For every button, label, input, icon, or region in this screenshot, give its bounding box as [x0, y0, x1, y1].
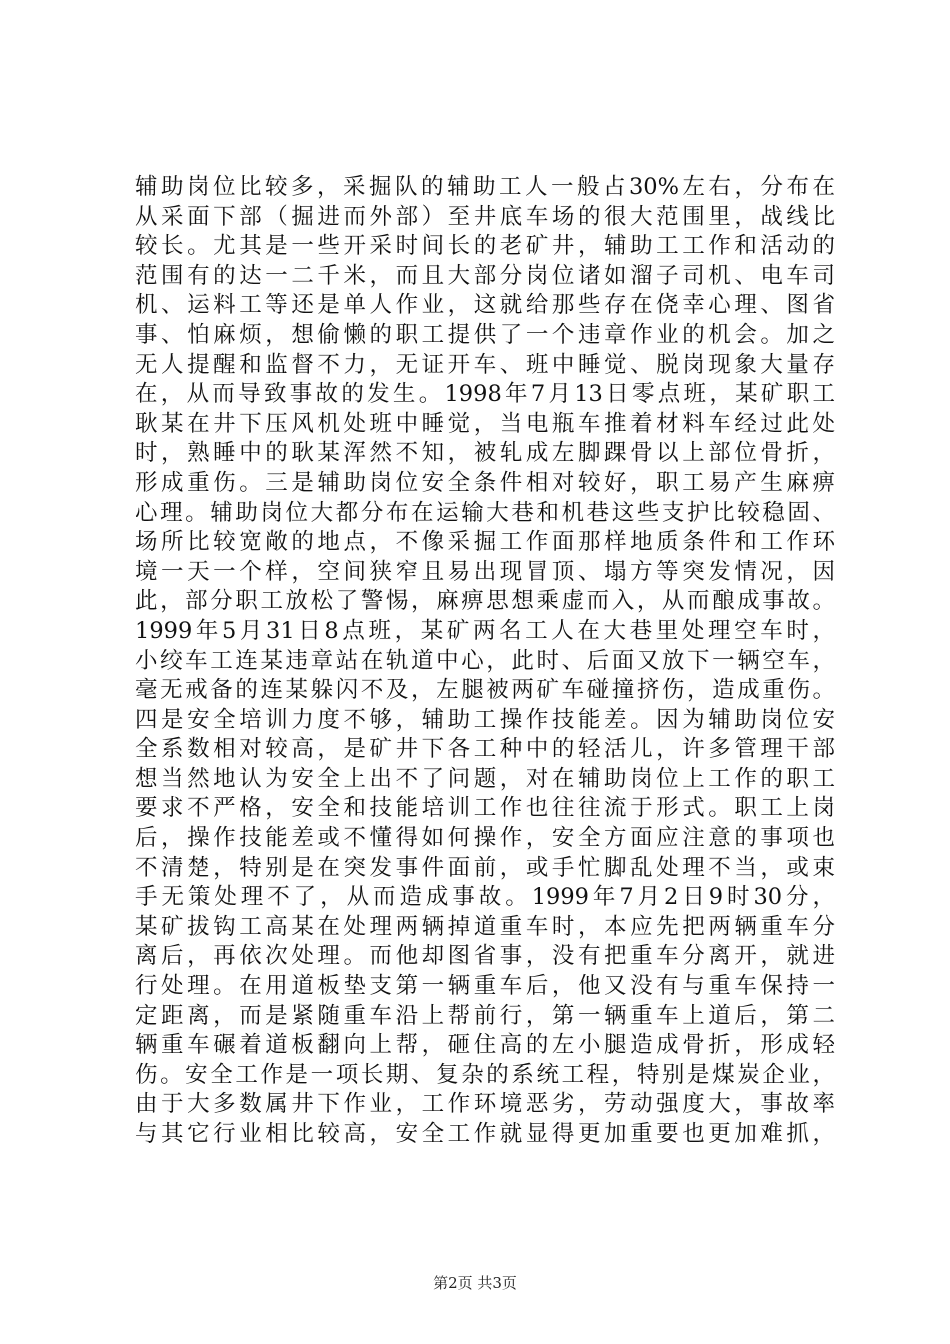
text-line: 较长。尤其是一些开采时间长的老矿井，辅助工工作和活动的: [135, 233, 835, 260]
text-line: 无人提醒和监督不力，无证开车、班中睡觉、脱岗现象大量存: [135, 351, 835, 378]
text-line: 范围有的达一二千米，而且大部分岗位诸如溜子司机、电车司: [135, 262, 835, 289]
text-line: 心理。辅助岗位大都分布在运输大巷和机巷这些支护比较稳固、: [135, 499, 835, 526]
text-line: 境一天一个样，空间狭窄且易出现冒顶、塌方等突发情况，因: [135, 558, 835, 585]
text-line: 定距离，而是紧随重车沿上帮前行，第一辆重车上道后，第二: [135, 1002, 835, 1029]
body-text: [135, 173, 835, 1150]
text-line: 要求不严格，安全和技能培训工作也往往流于形式。职工上岗: [135, 795, 835, 822]
text-line: 从采面下部（掘进而外部）至井底车场的很大范围里，战线比: [135, 203, 835, 230]
text-line: 形成重伤。三是辅助岗位安全条件相对较好，职工易产生麻痹: [135, 469, 835, 496]
text-line: 毫无戒备的连某躲闪不及，左腿被两矿车碰撞挤伤，造成重伤。: [135, 677, 835, 704]
text-line: 与其它行业相比较高，安全工作就显得更加重要也更加难抓，: [135, 1121, 835, 1147]
text-line: 1999年5月31日8点班，某矿两名工人在大巷里处理空车时，: [135, 617, 835, 644]
text-line: 后，操作技能差或不懂得如何操作，安全方面应注意的事项也: [135, 825, 835, 852]
text-line: 离后，再依次处理。而他却图省事，没有把重车分离开，就进: [135, 943, 835, 970]
text-line: 想当然地认为安全上出不了问题，对在辅助岗位上工作的职工: [135, 765, 835, 792]
page-footer: 第2页 共3页: [433, 1274, 517, 1292]
text-line: 小绞车工连某违章站在轨道中心，此时、后面又放下一辆空车，: [135, 647, 835, 674]
text-line: 此，部分职工放松了警惕，麻痹思想乘虚而入，从而酿成事故。: [135, 588, 835, 615]
text-line: 某矿拔钩工高某在处理两辆掉道重车时，本应先把两辆重车分: [135, 913, 835, 940]
text-line: 由于大多数属井下作业，工作环境恶劣，劳动强度大，事故率: [135, 1091, 835, 1118]
text-line: 机、运料工等还是单人作业，这就给那些存在侥幸心理、图省: [135, 292, 835, 319]
text-line: 不清楚，特别是在突发事件面前，或手忙脚乱处理不当，或束: [135, 854, 835, 881]
text-line: 行处理。在用道板垫支第一辆重车后，他又没有与重车保持一: [135, 973, 835, 1000]
text-line: 伤。安全工作是一项长期、复杂的系统工程，特别是煤炭企业，: [135, 1061, 835, 1088]
text-line: 四是安全培训力度不够，辅助工操作技能差。因为辅助岗位安: [135, 706, 835, 733]
text-line: 时，熟睡中的耿某浑然不知，被轧成左脚踝骨以上部位骨折，: [135, 440, 835, 467]
text-line: 辅助岗位比较多，采掘队的辅助工人一般占30%左右，分布在: [135, 174, 835, 200]
text-line: 场所比较宽敞的地点，不像采掘工作面那样地质条件和工作环: [135, 529, 835, 556]
text-line: 在，从而导致事故的发生。1998年7月13日零点班，某矿职工: [135, 381, 835, 408]
text-line: 耿某在井下压风机处班中睡觉，当电瓶车推着材料车经过此处: [135, 410, 835, 437]
text-line: 事、怕麻烦，想偷懒的职工提供了一个违章作业的机会。加之: [135, 321, 835, 348]
text-line: 手无策处理不了，从而造成事故。1999年7月2日9时30分，: [135, 884, 835, 911]
text-line: 全系数相对较高，是矿井下各工种中的轻活儿，许多管理干部: [135, 736, 835, 763]
text-line: 辆重车碾着道板翻向上帮，砸住高的左小腿造成骨折，形成轻: [135, 1032, 835, 1059]
